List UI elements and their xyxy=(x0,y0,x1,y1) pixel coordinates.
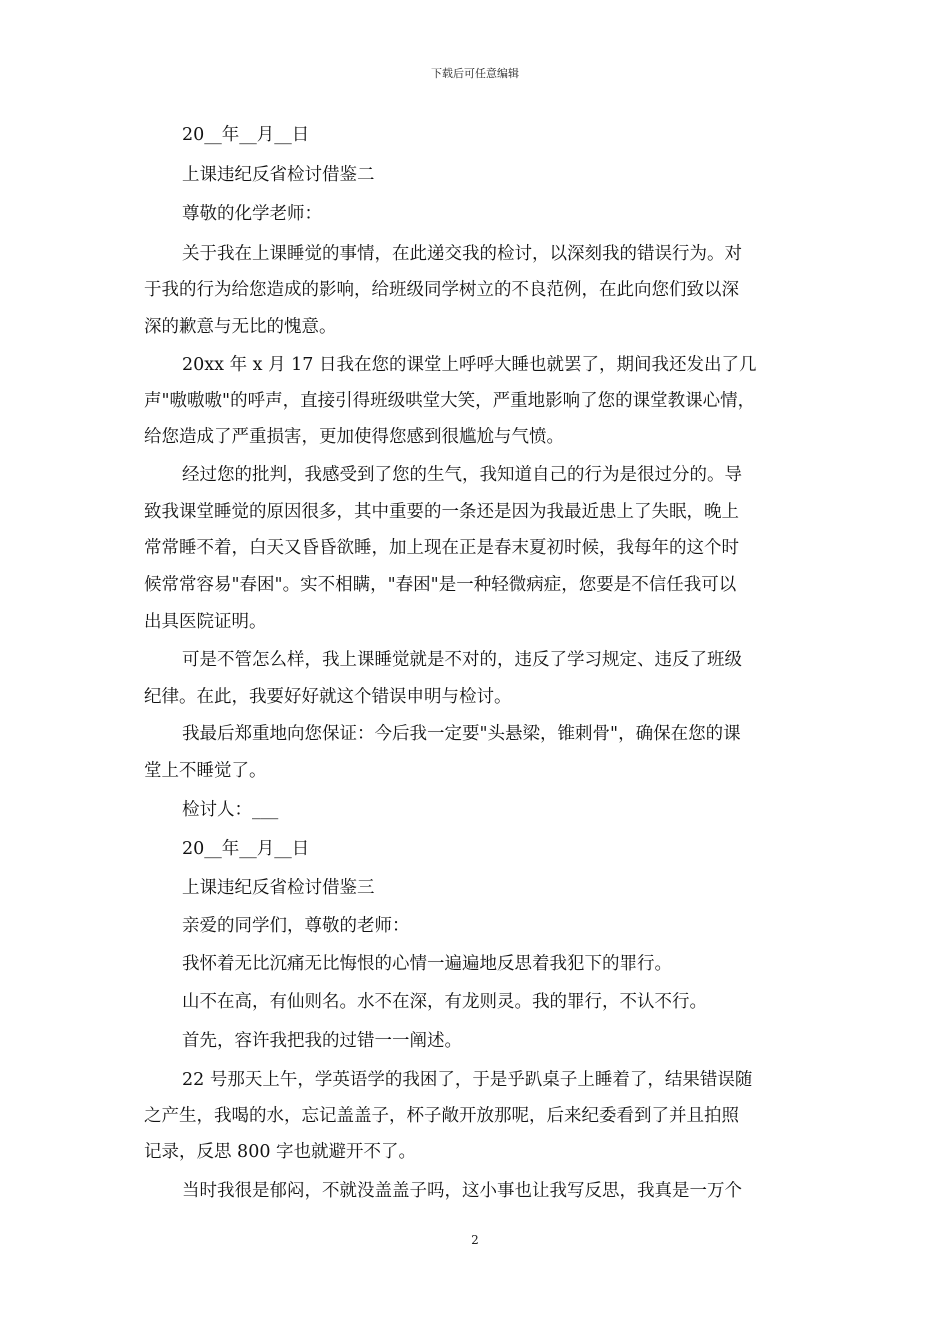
paragraph-line: 经过您的批判，我感受到了您的生气，我知道自己的行为是很过分的。导 xyxy=(182,465,742,485)
date-line: 20__年__月__日 xyxy=(182,125,310,145)
paragraph-line: 堂上不睡觉了。 xyxy=(144,761,267,781)
paragraph-line: 出具医院证明。 xyxy=(144,612,267,632)
paragraph-line: 山不在高，有仙则名。水不在深，有龙则灵。我的罪行，不认不行。 xyxy=(182,992,707,1012)
paragraph-line: 致我课堂睡觉的原因很多，其中重要的一条还是因为我最近患上了失眠，晚上 xyxy=(144,502,739,522)
section-title: 上课违纪反省检讨借鉴三 xyxy=(182,878,375,898)
paragraph-line: 纪律。在此，我要好好就这个错误申明与检讨。 xyxy=(144,687,512,707)
paragraph-line: 当时我很是郁闷，不就没盖盖子吗，这小事也让我写反思，我真是一万个 xyxy=(182,1181,742,1201)
date-line: 20__年__月__日 xyxy=(182,839,310,859)
paragraph-line: 常常睡不着，白天又昏昏欲睡，加上现在正是春末夏初时候，我每年的这个时 xyxy=(144,538,739,558)
paragraph-line: 我最后郑重地向您保证：今后我一定要"头悬梁，锥刺骨"，确保在您的课 xyxy=(182,724,741,744)
signature-line: 检讨人：___ xyxy=(182,800,279,820)
paragraph-line: 给您造成了严重损害，更加使得您感到很尴尬与气愤。 xyxy=(144,427,564,447)
paragraph-line: 我怀着无比沉痛无比悔恨的心情一遍遍地反思着我犯下的罪行。 xyxy=(182,954,672,974)
page-number: 2 xyxy=(471,1233,479,1247)
paragraph-line: 深的歉意与无比的愧意。 xyxy=(144,317,337,337)
paragraph-line: 于我的行为给您造成的影响，给班级同学树立的不良范例，在此向您们致以深 xyxy=(144,280,739,300)
paragraph-line: 关于我在上课睡觉的事情，在此递交我的检讨，以深刻我的错误行为。对 xyxy=(182,244,742,264)
page-header-note: 下载后可任意编辑 xyxy=(431,67,519,80)
paragraph-line: 声"嗷嗷嗷"的呼声，直接引得班级哄堂大笑，严重地影响了您的课堂教课心情， xyxy=(144,391,756,411)
paragraph-line: 22 号那天上午，学英语学的我困了，于是乎趴桌子上睡着了，结果错误随 xyxy=(182,1070,753,1090)
paragraph-line: 记录，反思 800 字也就避开不了。 xyxy=(144,1142,417,1162)
paragraph-line: 首先，容许我把我的过错一一阐述。 xyxy=(182,1031,462,1051)
section-title: 上课违纪反省检讨借鉴二 xyxy=(182,165,375,185)
salutation: 尊敬的化学老师： xyxy=(182,204,322,224)
paragraph-line: 候常常容易"春困"。实不相瞒，"春困"是一种轻微病症，您要是不信任我可以 xyxy=(144,575,737,595)
paragraph-line: 可是不管怎么样，我上课睡觉就是不对的，违反了学习规定、违反了班级 xyxy=(182,650,742,670)
paragraph-line: 20xx 年 x 月 17 日我在您的课堂上呼呼大睡也就罢了，期间我还发出了几 xyxy=(182,355,757,375)
paragraph-line: 之产生，我喝的水，忘记盖盖子，杯子敞开放那呢，后来纪委看到了并且拍照 xyxy=(144,1106,739,1126)
salutation: 亲爱的同学们，尊敬的老师： xyxy=(182,916,410,936)
